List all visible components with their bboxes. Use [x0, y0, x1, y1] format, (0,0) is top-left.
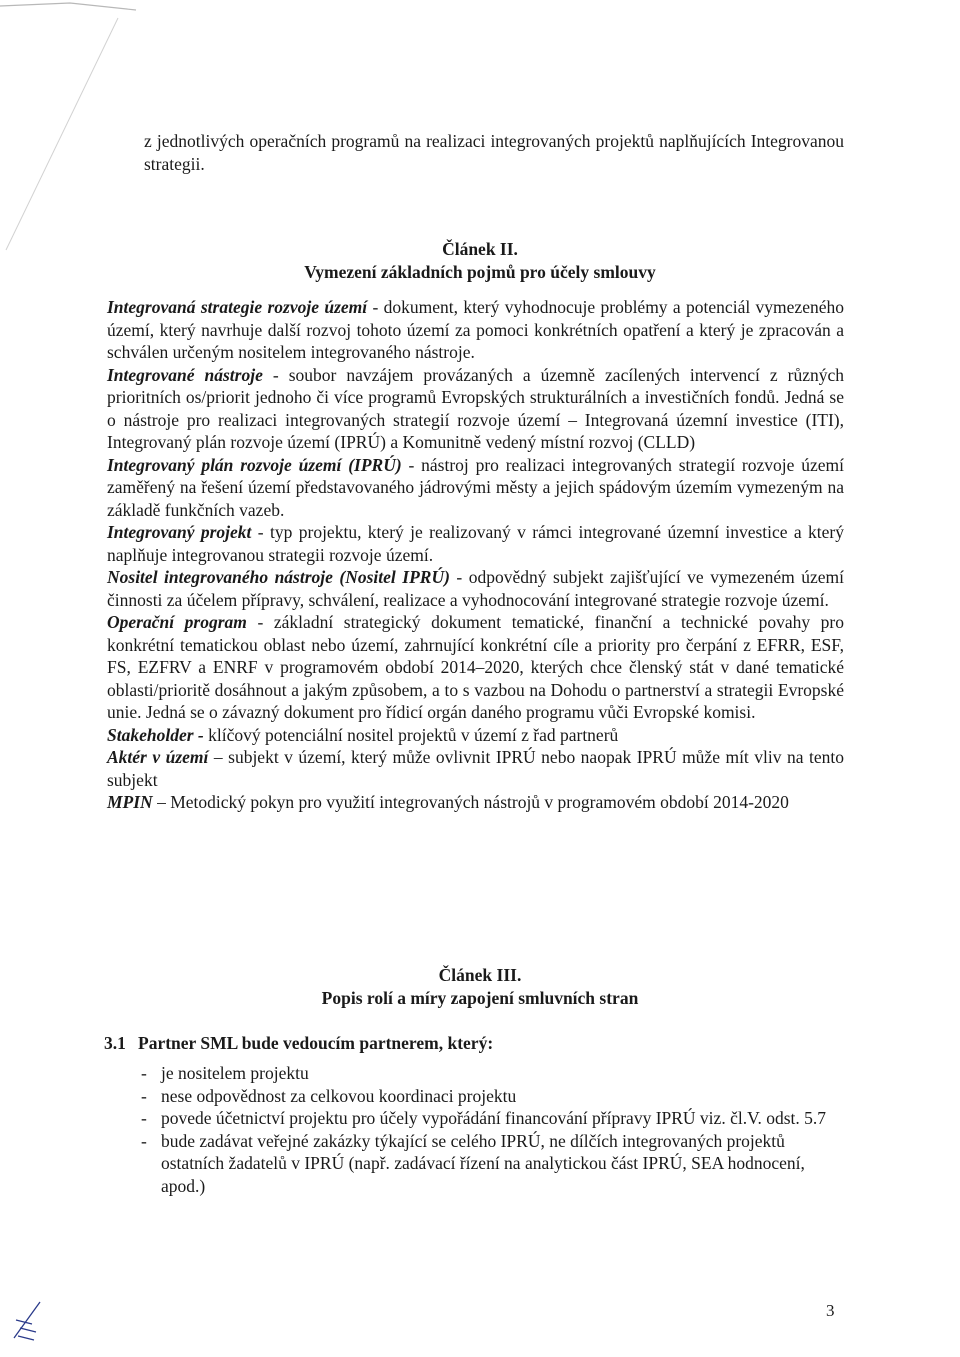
section-title: Partner SML bude vedoucím partnerem, který: [138, 1033, 494, 1053]
list-item [141, 1107, 846, 1130]
definition-item [107, 566, 844, 611]
definition-term: Stakeholder - [107, 724, 204, 745]
handwritten-initials [10, 1298, 46, 1342]
section-3-1-heading [104, 1032, 844, 1055]
definition-item [107, 791, 844, 814]
list-item-text: je nositelem projektu [161, 1063, 309, 1083]
definition-term: MPIN [107, 792, 153, 812]
definition-text: - soubor navzájem provázaných a územně zacílených intervencí z různých prioritních os/priorit jednoho či více programů Evropských strukturálních a investičních fondů. Jedná se o nástroje pro realizaci integrovaných strategií rozvoje území – Integrovaná územní investice (ITI), Integrovaný plán rozvoje území (IPRÚ) a Komunitně vedený místní rozvoj (CLLD) [107, 364, 844, 452]
article-3-header [0, 964, 960, 1009]
definition-item [107, 521, 844, 566]
article-3-subheading: Popis rolí a míry zapojení smluvních stran [321, 987, 639, 1008]
definition-text: - dokument, který vyhodnocuje problémy a potenciál vymezeného území, který navrhuje další rozvoj tohoto území za pomoci konkrétních opatření a který je zpracován a schválen určeným nositelem integrovaného nástroje. [107, 297, 844, 362]
list-item-text: povede účetnictví projektu pro účely vypořádání financování přípravy IPRÚ viz. čl.V. odst. 5.7 [161, 1108, 826, 1128]
article-3-heading: Článek III. [438, 965, 522, 985]
definition-item [107, 296, 844, 364]
article-2-heading: Článek II. [442, 239, 518, 259]
section-number: 3.1 [104, 1033, 126, 1053]
definition-term: Aktér v území [107, 747, 209, 767]
definition-term: Nositel integrovaného nástroje (Nositel IPRÚ) [107, 567, 450, 587]
definition-text: - typ projektu, který je realizovaný v rámci integrované územní investice a který naplňuje integrovanou strategii rozvoje území. [107, 522, 844, 565]
list-item-text: nese odpovědnost za celkovou koordinaci projektu [161, 1085, 517, 1106]
bullet-dash: - [141, 1063, 147, 1083]
definition-text: – subjekt v území, který může ovlivnit IPRÚ nebo naopak IPRÚ může mít vliv na tento subjekt [107, 747, 845, 790]
definition-text: klíčový potenciální nositel projektů v území z řad partnerů [203, 724, 619, 745]
bullet-dash: - [141, 1130, 147, 1151]
definition-item [107, 454, 844, 522]
definition-term: Operační program [107, 612, 247, 632]
definitions-list [107, 296, 844, 814]
scan-edge-mark [0, 0, 140, 260]
list-item [141, 1085, 846, 1108]
list-item [141, 1062, 846, 1085]
lead-partner-duties-list [141, 1062, 846, 1197]
bullet-dash: - [141, 1108, 147, 1128]
page-number: 3 [826, 1301, 835, 1320]
article-2-header [0, 238, 960, 283]
article-2-subheading: Vymezení základních pojmů pro účely smlouvy [304, 261, 656, 282]
definition-term: Integrovaná strategie rozvoje území [107, 297, 368, 317]
definition-term: Integrované nástroje [107, 364, 263, 385]
list-item-text: bude zadávat veřejné zakázky týkající se celého IPRÚ, ne dílčích integrovaných projektů ostatních žadatelů v IPRÚ (např. zadávací řízení na analytickou část IPRÚ, SEA hodnocení, apod.) [161, 1130, 805, 1196]
definition-term: Integrovaný projekt [107, 522, 252, 542]
definition-item [107, 724, 844, 747]
definition-item [107, 746, 844, 791]
definition-item [107, 611, 844, 724]
intro-paragraph: z jednotlivých operačních programů na realizaci integrovaných projektů naplňujících Integrovanou strategii. [144, 131, 844, 174]
definition-text: – Metodický pokyn pro využití integrovaných nástrojů v programovém období 2014-2020 [152, 792, 789, 812]
definition-term: Integrovaný plán rozvoje území (IPRÚ) [107, 454, 402, 475]
definition-text: - základní strategický dokument tematické, finanční a technické povahy pro konkrétní tematickou oblast nebo území, zahrnující konkrétní cíle a priority pro čerpání z EFRR, ESF, FS, EZFRV a ENRF v programovém období 2014–2020, kterých chce členský stát v dané tematické oblasti/prioritě dosáhnout a jakým způsobem, a to s vazbou na Dohodu o partnerství a strategii Evropské unie. Jedná se o závazný dokument pro řídicí orgán daného programu vůči Evropské komisi. [107, 612, 845, 722]
list-item [141, 1130, 846, 1198]
definition-text: - odpovědný subjekt zajišťující ve vymezeném území činnosti za účelem přípravy, schválení, realizace a vyhodnocování integrované strategie rozvoje území. [107, 567, 844, 610]
definition-item [107, 364, 844, 454]
definition-text: - nástroj pro realizaci integrovaných strategií rozvoje území zaměřený na řešení území představovaného jádrovými městy a jejich spádovým územím vymezeným na základě funkčních vazeb. [107, 454, 844, 520]
bullet-dash: - [141, 1085, 147, 1106]
